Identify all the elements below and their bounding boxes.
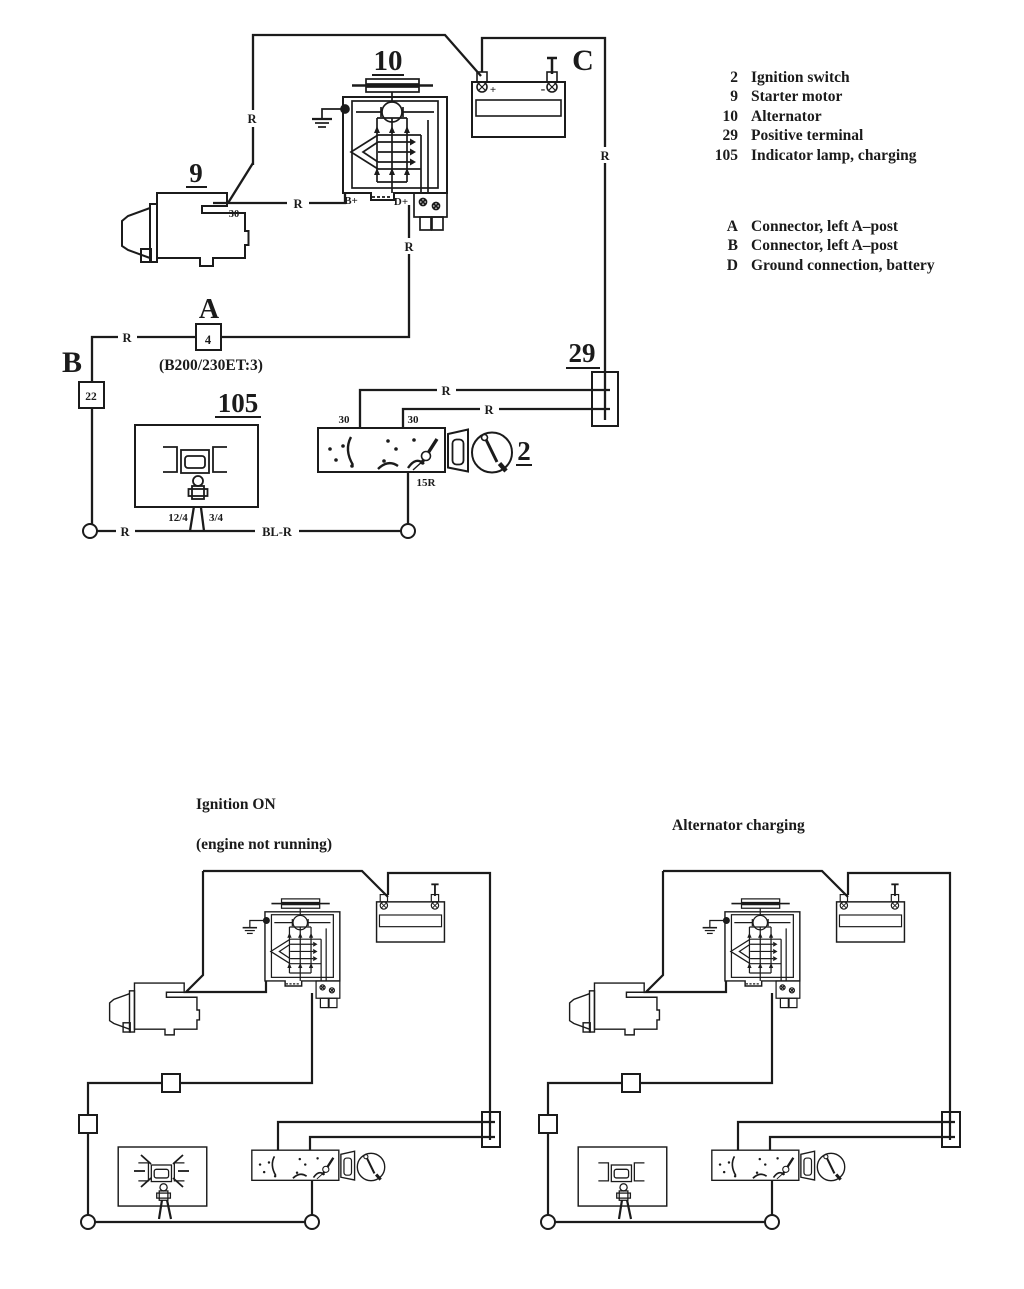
wire-label-r: R [600, 149, 610, 163]
legend-row [700, 217, 935, 236]
wire-label-r: R [441, 384, 451, 398]
splice-point-right [401, 524, 415, 538]
legend-row [700, 107, 935, 126]
mini-diagram-ignition-on [79, 871, 500, 1229]
engine-variant-note: (B200/230ET:3) [159, 357, 263, 374]
starter-id: 9 [189, 158, 203, 188]
caption-line: (engine not running) [196, 836, 333, 853]
switch-terminal-15r: 15R [416, 477, 436, 489]
splice-point-left [83, 524, 97, 538]
main-diagram [62, 35, 618, 539]
legend-label: Ignition switch [751, 69, 850, 86]
wire-label-r: R [404, 240, 414, 254]
indicator-lamp [135, 425, 258, 507]
legend [700, 68, 935, 275]
wire-label-r: R [122, 331, 132, 345]
battery-letter: C [572, 44, 594, 77]
legend-id: A [726, 218, 738, 236]
battery-plus-mark: + [489, 84, 497, 96]
wire-label-r: R [120, 525, 130, 539]
wire-label-bl-r: BL-R [262, 525, 292, 539]
wire-label-r: R [293, 197, 303, 211]
legend-id: B [727, 237, 738, 255]
switch-terminal-30b: 30 [407, 414, 419, 426]
legend-row [700, 146, 935, 165]
legend-label: Alternator [751, 107, 822, 125]
legend-id: 2 [730, 69, 738, 86]
alternator [312, 79, 447, 230]
connector-a-pin: 4 [204, 333, 212, 347]
legend-label: Ground connection, battery [751, 256, 935, 274]
legend-label: Connector, left A–post [751, 218, 899, 236]
caption-line: Ignition ON [196, 796, 276, 813]
connector-a-letter: A [198, 294, 220, 325]
legend-label: Positive terminal [751, 127, 864, 145]
wire-label-r: R [484, 403, 494, 417]
caption-ignition-on [196, 795, 332, 855]
legend-id: 9 [730, 88, 738, 106]
mini-diagram-alternator-charging [539, 871, 960, 1229]
connector-b-pin: 22 [85, 391, 97, 403]
legend-id: 105 [714, 146, 738, 164]
legend-label: Connector, left A–post [751, 237, 899, 255]
battery-minus-mark: - [540, 82, 546, 97]
starter-terminal-30: 30 [228, 209, 240, 220]
ignition-switch [318, 428, 512, 473]
connector-b-letter: B [61, 346, 83, 379]
legend-id: 10 [722, 107, 738, 125]
legend-row [700, 126, 935, 145]
lamp-terminal-12-4: 12/4 [168, 512, 188, 524]
legend-id: D [726, 256, 738, 274]
legend-label: Indicator lamp, charging [751, 146, 917, 164]
terminal-id: 29 [568, 338, 596, 368]
legend-row [700, 256, 935, 275]
battery [472, 58, 565, 137]
legend-row [700, 236, 935, 255]
switch-terminal-30a: 30 [338, 414, 350, 426]
legend-row [700, 87, 935, 106]
lamp-terminal-3-4: 3/4 [208, 512, 224, 524]
lamp-id: 105 [217, 388, 259, 418]
legend-label: Starter motor [751, 88, 843, 106]
switch-id: 2 [517, 436, 531, 466]
caption-line: Alternator charging [672, 817, 805, 834]
caption-alternator-charging [672, 816, 805, 836]
alt-terminal-bplus: B+ [344, 195, 358, 207]
legend-id: 29 [722, 127, 738, 145]
alternator-id: 10 [373, 45, 403, 77]
wire-label-r: R [247, 112, 257, 126]
alt-terminal-dplus: D+ [393, 196, 409, 208]
legend-row [700, 68, 935, 87]
